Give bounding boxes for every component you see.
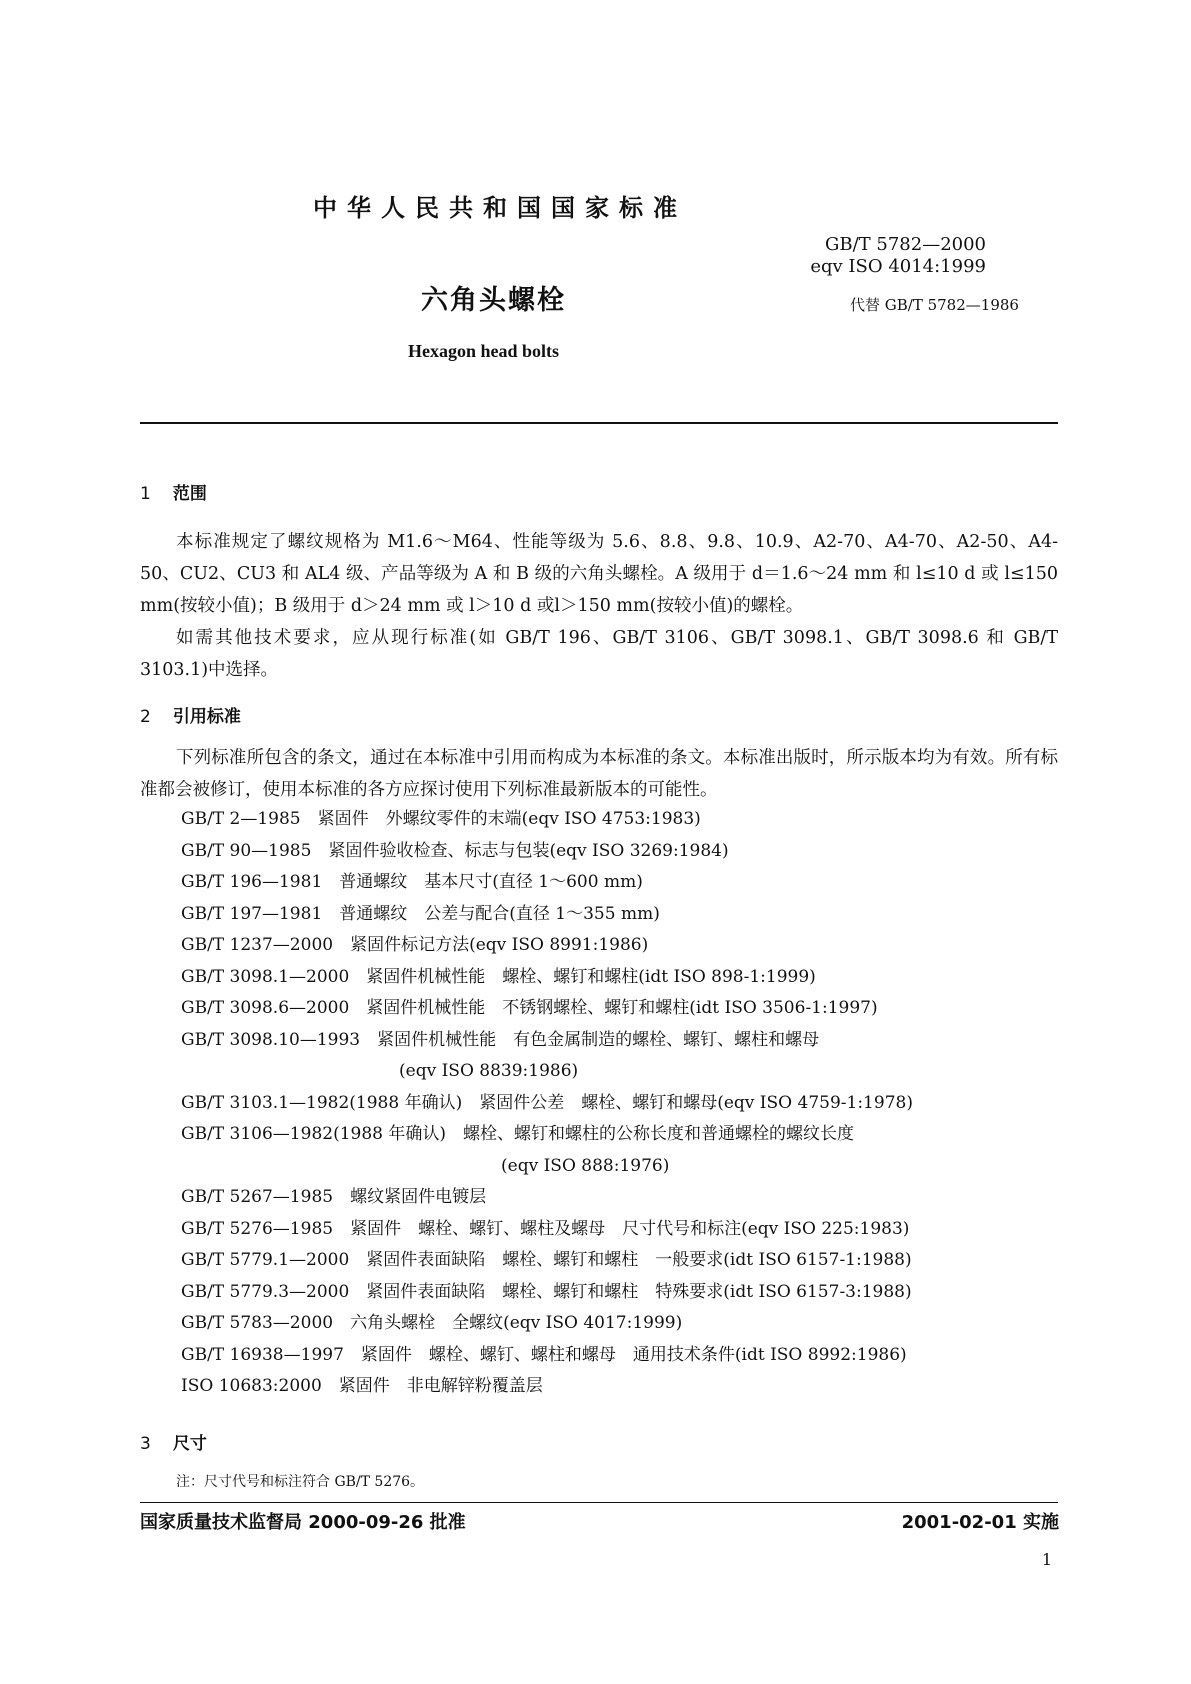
- implementation-date: 2001-02-01 实施: [901, 1512, 1059, 1533]
- section-2-intro: [140, 742, 1058, 806]
- reference-item: GB/T 3103.1—1982(1988 年确认) 紧固件公差 螺栓、螺钉和螺母(eqv ISO 4759-1:1978): [181, 1092, 913, 1113]
- section-1-title: 范围: [172, 484, 207, 504]
- reference-item: GB/T 5783—2000 六角头螺栓 全螺纹(eqv ISO 4017:1999): [181, 1313, 683, 1333]
- reference-item: GB/T 5779.1—2000 紧固件表面缺陷 螺栓、螺钉和螺柱 一般要求(idt ISO 6157-1:1988): [181, 1250, 912, 1270]
- section-3-heading: [140, 1429, 207, 1454]
- page-number: 1: [1041, 1550, 1052, 1569]
- paragraph: 本标准规定了螺纹规格为 M1.6～M64、性能等级为 5.6、8.8、9.8、10.9、A2-70、A4-70、A2-50、A4-50、CU2、CU3 和 AL4 级、产品等级为 A 和 B 级的六角头螺栓。A 级用于 d＝1.6～24 mm 和 l≤10 d 或 l≤150 mm(按较小值)；B 级用于 d＞24 mm 或 l＞10 d 或l＞150 mm(按较小值)的螺栓。: [140, 532, 1058, 616]
- replaces-standard: 代替 GB/T 5782—1986: [850, 296, 1019, 314]
- reference-item: GB/T 90—1985 紧固件验收检查、标志与包装(eqv ISO 3269:1984): [181, 840, 729, 861]
- national-standard-heading: 中华人民共和国国家标准: [313, 194, 687, 222]
- reference-item: GB/T 3106—1982(1988 年确认) 螺栓、螺钉和螺柱的公称长度和普通螺栓的螺纹长度: [181, 1124, 855, 1144]
- header-divider: [140, 422, 1058, 424]
- reference-item: GB/T 2—1985 紧固件 外螺纹零件的末端(eqv ISO 4753:1983): [181, 809, 701, 829]
- section-1-body: [140, 526, 1058, 686]
- section-2-title: 引用标准: [172, 707, 241, 727]
- section-2-heading: [140, 702, 241, 727]
- section-3-note: 注：尺寸代号和标注符合 GB/T 5276。: [176, 1474, 425, 1490]
- reference-item: GB/T 5779.3—2000 紧固件表面缺陷 螺栓、螺钉和螺柱 特殊要求(idt ISO 6157-3:1988): [181, 1281, 912, 1302]
- reference-item: GB/T 3098.1—2000 紧固件机械性能 螺栓、螺钉和螺柱(idt ISO 898-1:1999): [181, 966, 816, 987]
- reference-item: ISO 10683:2000 紧固件 非电解锌粉覆盖层: [181, 1376, 543, 1396]
- reference-item: GB/T 5267—1985 螺纹紧固件电镀层: [181, 1187, 487, 1207]
- reference-item: GB/T 1237—2000 紧固件标记方法(eqv ISO 8991:1986): [181, 935, 649, 955]
- reference-item: GB/T 197—1981 普通螺纹 公差与配合(直径 1～355 mm): [181, 903, 660, 924]
- section-3-title: 尺寸: [172, 1434, 207, 1454]
- footer-divider: [140, 1502, 1058, 1503]
- reference-item-continuation: (eqv ISO 8839:1986): [399, 1061, 579, 1081]
- section-1-number: 1: [140, 484, 151, 504]
- section-3-number: 3: [140, 1434, 151, 1454]
- section-2-number: 2: [140, 707, 151, 727]
- reference-item: GB/T 3098.6—2000 紧固件机械性能 不锈钢螺栓、螺钉和螺柱(idt ISO 3506-1:1997): [181, 998, 878, 1018]
- paragraph: 下列标准所包含的条文，通过在本标准中引用而构成为本标准的条文。本标准出版时，所示版本均为有效。所有标准都会被修订，使用本标准的各方应探讨使用下列标准最新版本的可能性。: [140, 748, 1058, 800]
- paragraph: 如需其他技术要求，应从现行标准(如 GB/T 196、GB/T 3106、GB/T 3098.1、GB/T 3098.6 和 GB/T 3103.1)中选择。: [140, 628, 1058, 680]
- reference-item: GB/T 16938—1997 紧固件 螺栓、螺钉、螺柱和螺母 通用技术条件(idt ISO 8992:1986): [181, 1344, 907, 1365]
- reference-item-continuation: (eqv ISO 888:1976): [501, 1155, 670, 1176]
- reference-item: GB/T 3098.10—1993 紧固件机械性能 有色金属制造的螺栓、螺钉、螺柱和螺母: [181, 1029, 820, 1050]
- standard-number-block: [810, 234, 986, 278]
- reference-item: GB/T 196—1981 普通螺纹 基本尺寸(直径 1～600 mm): [181, 872, 643, 892]
- reference-list: [181, 804, 913, 1403]
- standard-number: GB/T 5782—2000: [824, 234, 986, 255]
- title-chinese: 六角头螺栓: [421, 285, 566, 316]
- approval-statement: 国家质量技术监督局 2000-09-26 批准: [140, 1512, 466, 1533]
- reference-item: GB/T 5276—1985 紧固件 螺栓、螺钉、螺柱及螺母 尺寸代号和标注(eqv ISO 225:1983): [181, 1218, 910, 1239]
- section-1-heading: [140, 479, 207, 504]
- title-english: Hexagon head bolts: [408, 341, 560, 361]
- equivalent-standard: eqv ISO 4014:1999: [810, 256, 986, 277]
